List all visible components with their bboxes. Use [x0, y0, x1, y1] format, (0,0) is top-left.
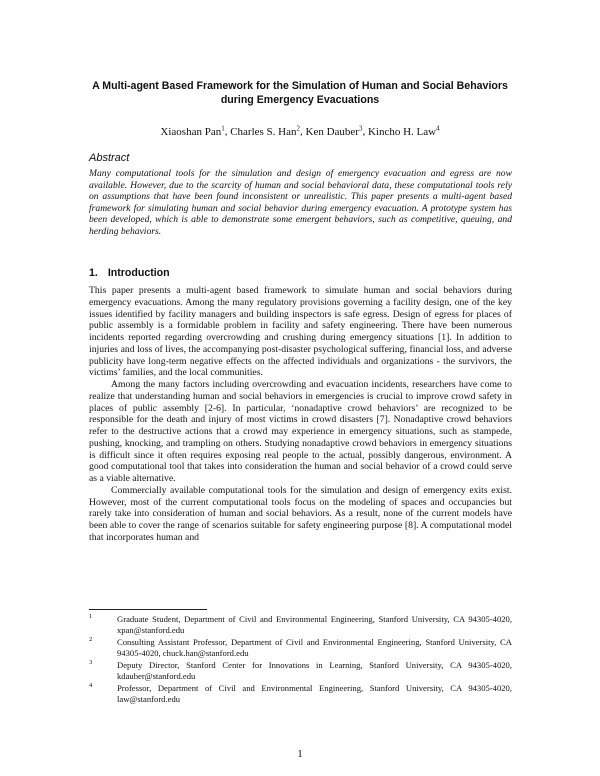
footnote-text: Consulting Assistant Professor, Department of Civil and Environmental Engineering, Stanford University, CA 94305-4020, chuck.han@stanford.edu: [117, 637, 512, 658]
footnote: [89, 614, 512, 636]
footnote: [89, 637, 512, 659]
abstract-heading: Abstract: [89, 152, 130, 164]
page-number: 1: [297, 748, 303, 760]
author: Charles S. Han$^2$: [230, 124, 300, 138]
author-footnote-mark: 1: [221, 124, 225, 132]
abstract-text: Many computational tools for the simulation and design of emergency evacuation and egress are now available. However, due to the scarcity of human and social behavioral data, these computational tools rely on assumptions that have been found inconsistent or unrealistic. This paper presents a multi-agent based framework for simulating human and social behavior during emergency evacuation. A prototype system has been developed, which is able to demonstrate some emergent behaviors, such as competitive, queuing, and herding behaviors.: [89, 168, 512, 237]
footnote-mark: 3: [89, 659, 93, 667]
body-paragraph: Commercially available computational tools for the simulation and design of emergency exits exist. However, most of the current computational tools focus on the modeling of spaces and occupancies but rarely take into consideration of human and social behaviors. As a result, none of the current models have been able to cover the range of scenarios suitable for safety engineering purpose [8]. A computational model that incorporates human and: [89, 484, 512, 543]
author: Kincho H. Law$^4$: [367, 124, 440, 138]
section-body: [89, 285, 512, 544]
section-heading: [89, 267, 170, 279]
footnote-text: Graduate Student, Department of Civil and Environmental Engineering, Stanford University, CA 94305-4020, xpan@stanford.edu: [117, 614, 512, 635]
footnote-mark: 1: [89, 613, 93, 620]
author-footnote-mark: 2: [296, 124, 300, 132]
footnotes: [89, 614, 512, 706]
footnote-text: Deputy Director, Stanford Center for Innovations in Learning, Stanford University, CA 94305-4020, kdauber@stanford.edu: [117, 660, 512, 681]
author-footnote-mark: 4: [436, 124, 440, 132]
section-title: Introduction: [107, 267, 170, 279]
footnote-text: Professor, Department of Civil and Environmental Engineering, Stanford University, CA 94305-4020, law@stanford.edu: [117, 683, 512, 705]
section-number: 1.: [89, 267, 98, 279]
author: Xiaoshan Pan$^1$: [160, 124, 225, 138]
author-list: Xiaoshan Pan$^1$, Charles S. Han$^2$, Ken Dauber$^3$, Kincho H. Law$^4$: [160, 124, 440, 138]
footnote-separator: [89, 609, 207, 610]
author-footnote-mark: 3: [358, 124, 363, 132]
body-paragraph: Among the many factors including overcrowding and evacuation incidents, researchers have come to realize that understanding human and social behaviors in emergencies is crucial to improve crowd safety in places of public assembly [2-6]. In particular, ‘nonadaptive crowd behaviors’ are recognized to be responsible for the death and injury of most victims in crowd disasters [7]. Nonadaptive crowd behaviors refer to the destructive actions that a crowd may experience in emergency situations, such as stampede, pushing, knocking, and trampling on others. Studying nonadaptive crowd behaviors in emergency situations is difficult since it often requires exposing real people to the actual, possibly dangerous, environment. A good computational tool that takes into consideration the human and social behavior of a crowd could serve as a viable alternative.: [89, 379, 512, 484]
body-paragraph: This paper presents a multi-agent based framework to simulate human and social behaviors during emergency evacuations. Among the many regulatory provisions governing a facility design, one of the key issues identified by facility managers and building inspectors is safe egress. Design of egress for places of public assembly is a formidable problem in facility and safety engineering. There have been numerous incidents reported regarding overcrowding and crushing during emergency situations [1]. In addition to injuries and loss of lives, the accompanying post-disaster psychological suffering, financial loss, and adverse publicity have long-term negative effects on the affected individuals and organizations - the survivors, the victims’ families, and the local communities.: [89, 285, 512, 379]
author: Ken Dauber$^3$: [305, 124, 363, 138]
footnote-mark: 4: [89, 682, 93, 690]
footnote-mark: 2: [89, 636, 93, 644]
footnote: [89, 660, 512, 682]
paper-title: A Multi-agent Based Framework for the Simulation of Human and Social Behaviors during Emergency Evacuations: [92, 80, 508, 106]
footnote: [89, 683, 512, 705]
